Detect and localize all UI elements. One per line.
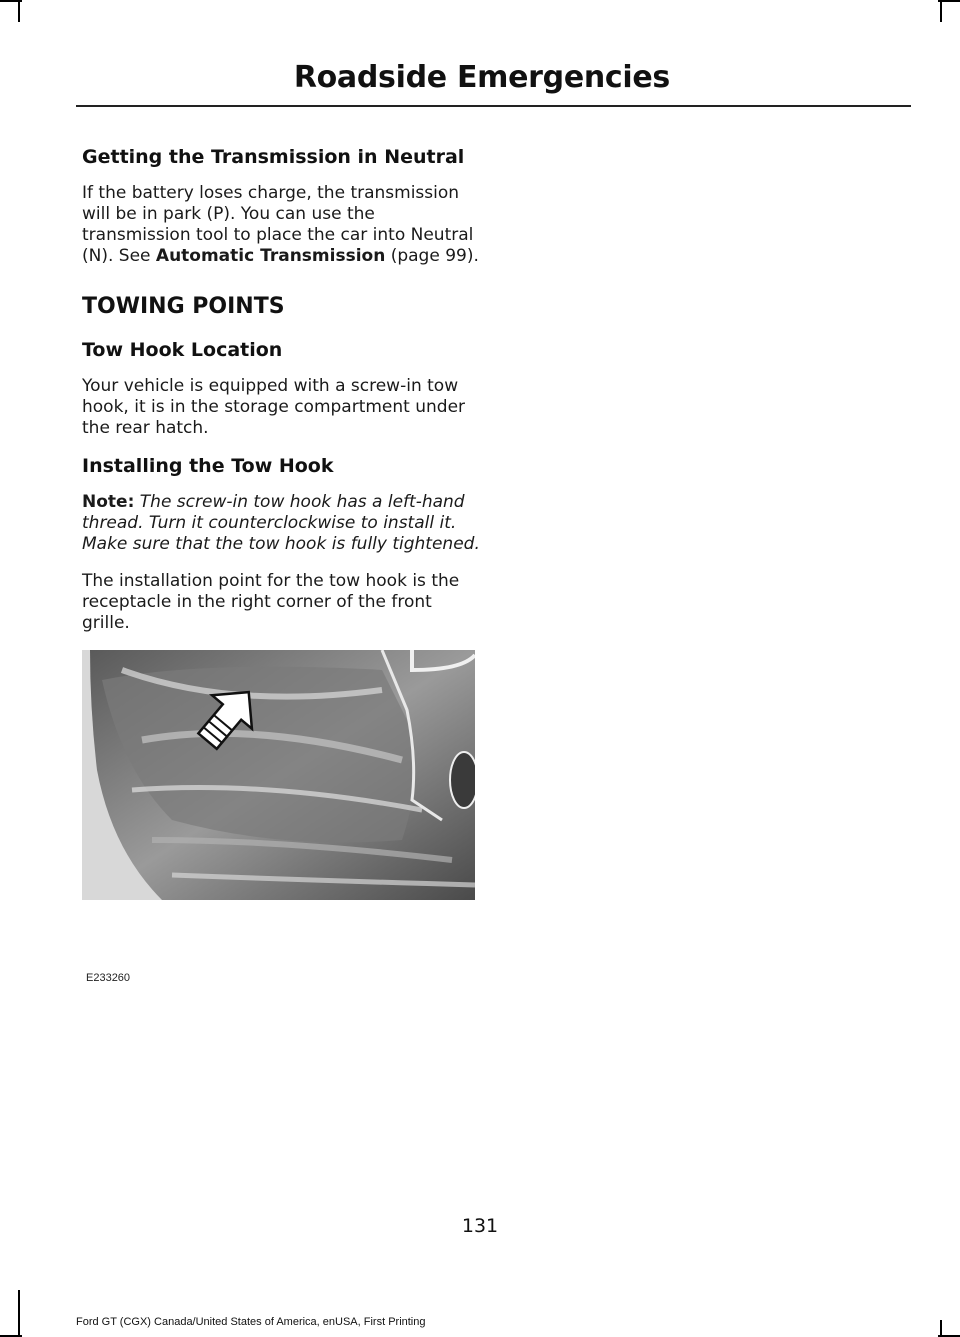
subheading-installing-tow-hook: Installing the Tow Hook	[82, 455, 334, 477]
tow-hook-figure	[82, 650, 475, 900]
page-title: Roadside Emergencies	[293, 60, 670, 95]
header-divider	[76, 105, 911, 107]
crop-mark	[940, 0, 942, 22]
subheading-tow-hook-location: Tow Hook Location	[82, 339, 283, 361]
neutral-text-1: If the battery loses charge, the transmission will be in park (P). You can use the transmission tool to place the car into Neutral (N). See	[82, 183, 474, 266]
crop-mark	[940, 1320, 942, 1337]
main-column	[82, 146, 482, 900]
neutral-text-2: (page 99).	[385, 246, 479, 266]
cross-reference-link[interactable]: Automatic Transmission	[155, 246, 386, 266]
figure-id: E233260	[86, 972, 131, 984]
section-heading-neutral: Getting the Transmission in Neutral	[82, 146, 465, 168]
page-number: 131	[461, 1215, 499, 1237]
crop-mark	[18, 1290, 20, 1337]
note-text: The screw-in tow hook has a left-hand thread. Turn it counterclockwise to install it. Make sure that the tow hook is fully tightened.	[82, 492, 480, 554]
installation-point-text: The installation point for the tow hook is the receptacle in the right corner of the front grille.	[82, 571, 460, 633]
crop-mark	[18, 0, 20, 22]
section-heading-towing-points: TOWING POINTS	[82, 294, 285, 319]
footer-text: Ford GT (CGX) Canada/United States of America, enUSA, First Printing	[76, 1316, 426, 1328]
neutral-paragraph	[82, 183, 482, 267]
note-paragraph	[82, 492, 482, 555]
tow-hook-location-text: Your vehicle is equipped with a screw-in tow hook, it is in the storage compartment under the rear hatch.	[82, 376, 466, 438]
front-grille-illustration	[82, 650, 475, 900]
note-label: Note:	[82, 492, 135, 512]
